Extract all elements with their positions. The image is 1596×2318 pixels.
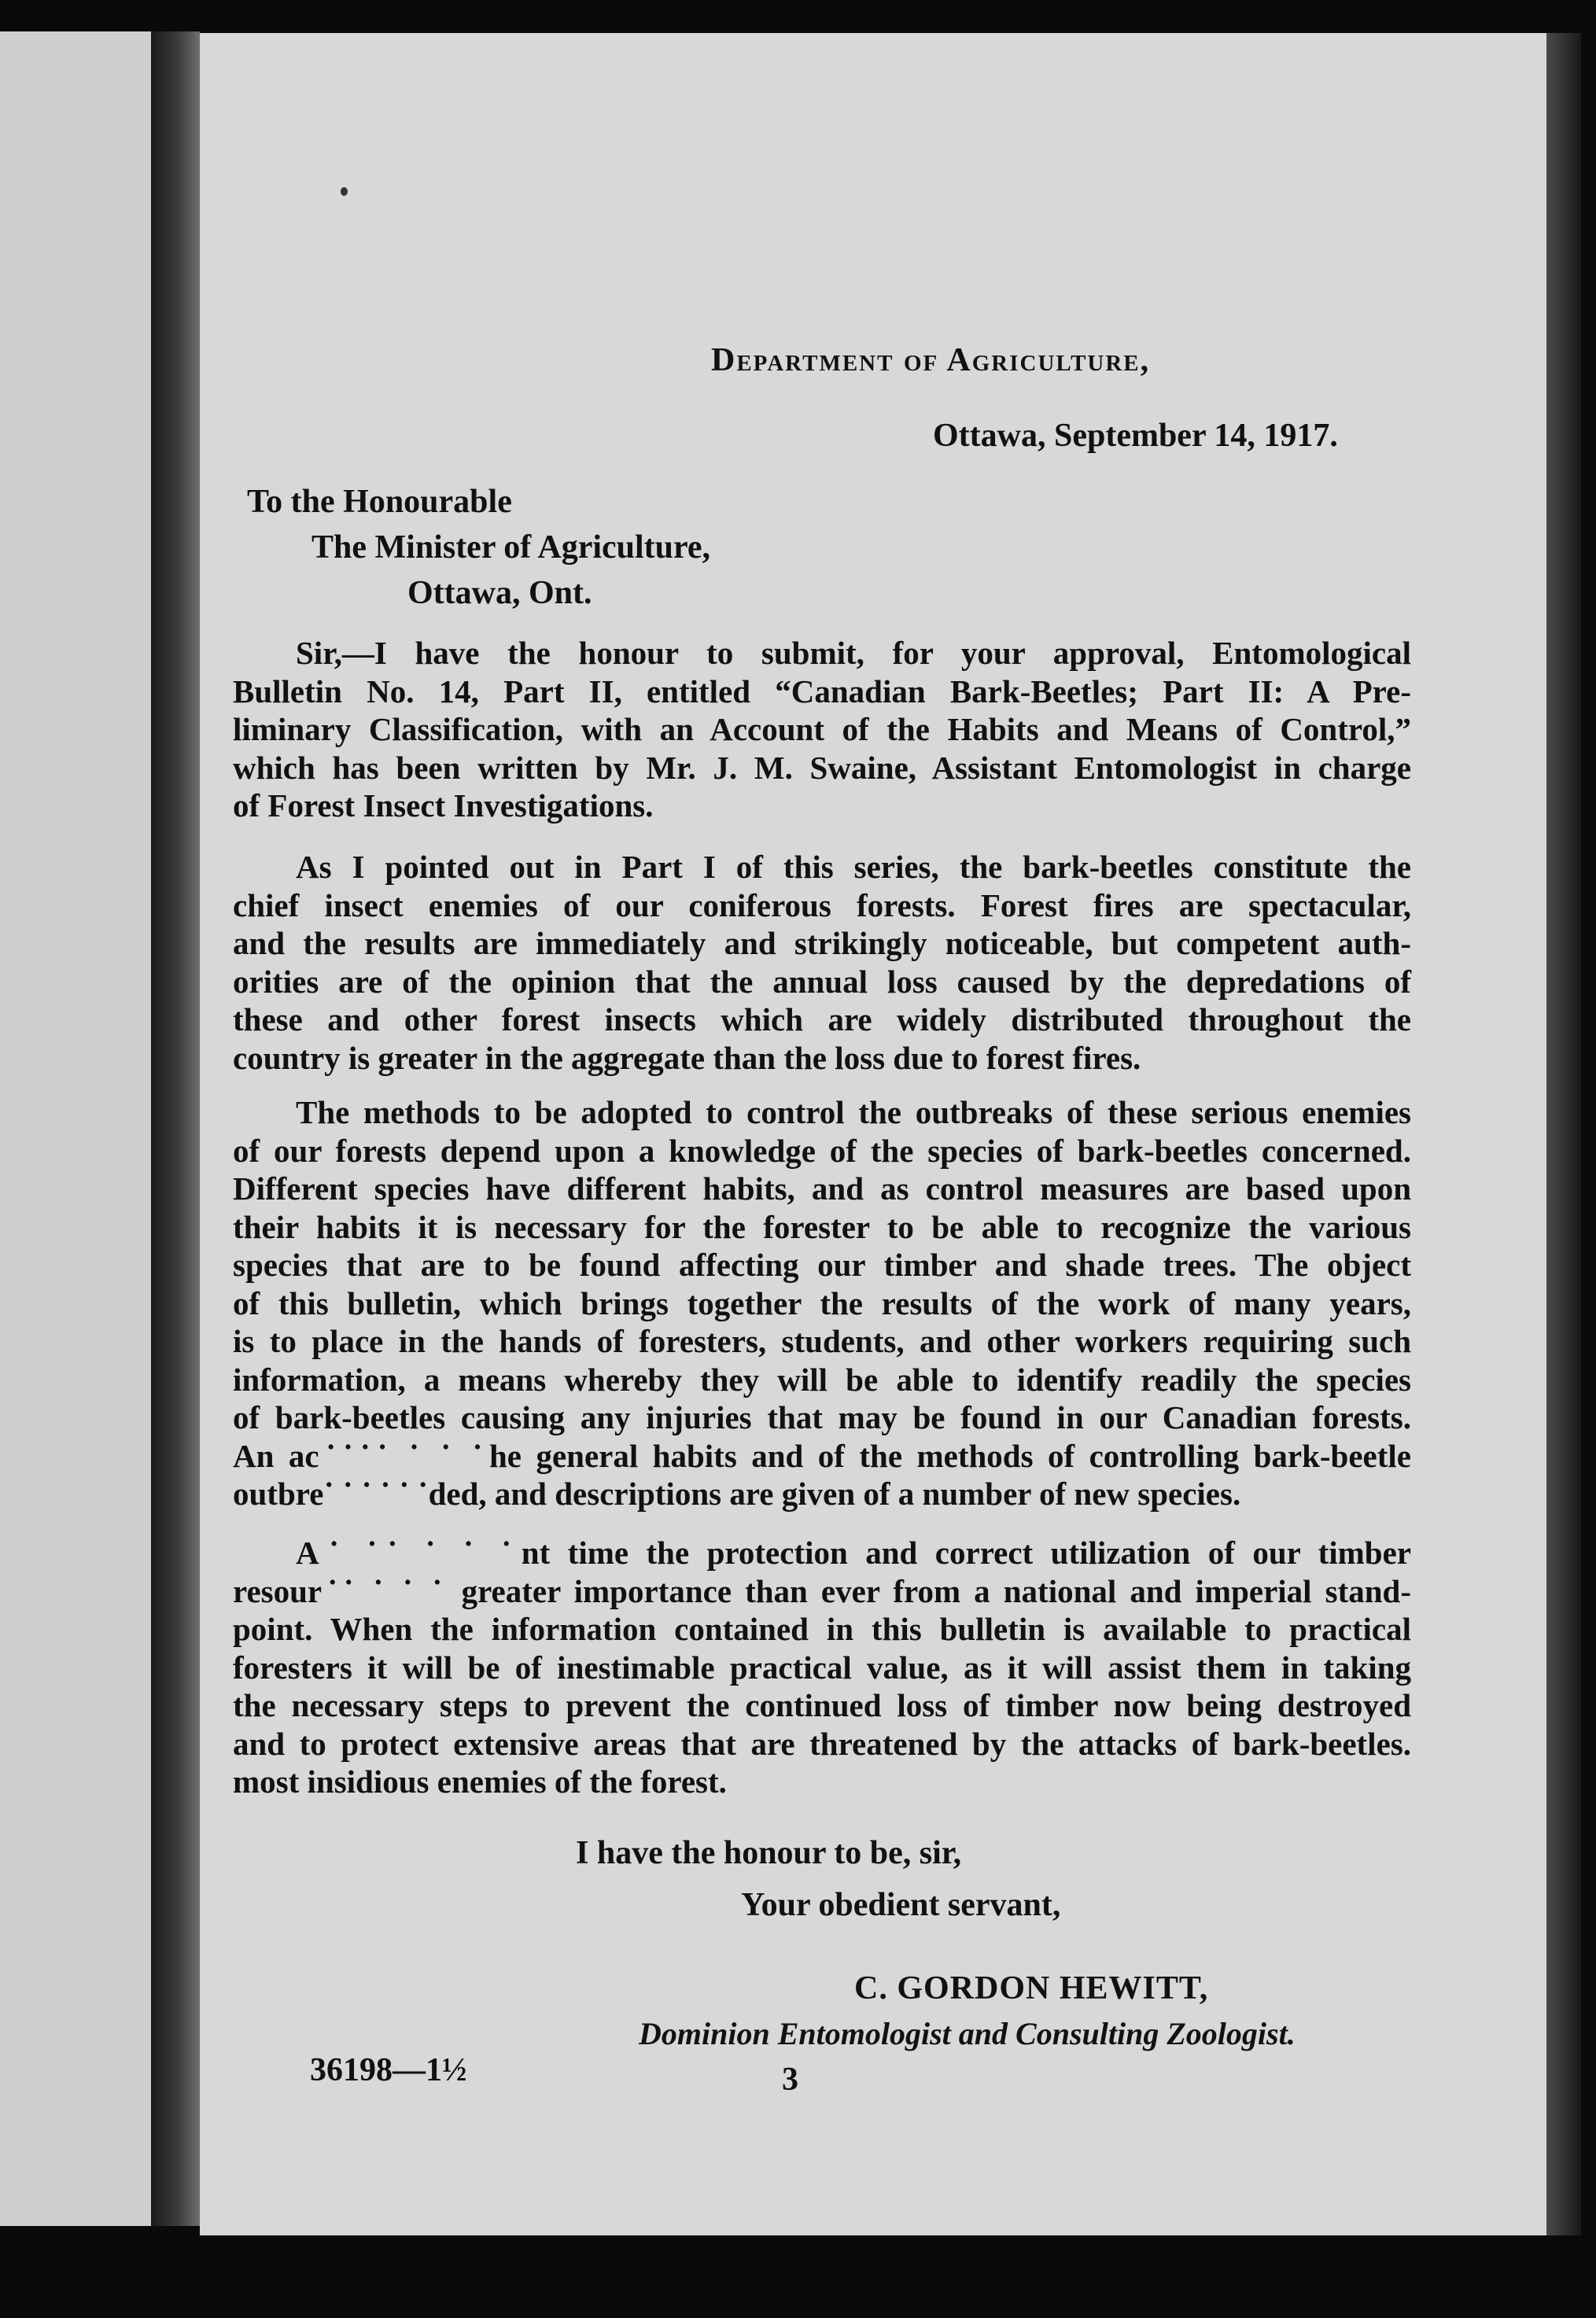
text-line: of Forest Insect Investigations.	[233, 787, 654, 824]
text-line: Different species have different habits, and as control measures are based upon	[233, 1170, 1411, 1207]
signature-title: Dominion Entomologist and Consulting Zoologist.	[639, 2016, 1296, 2051]
text-line: which has been written by Mr. J. M. Swaine, Assistant Entomologist in charge	[233, 749, 1411, 786]
address-line-2: The Minister of Agriculture,	[311, 529, 711, 566]
text-line: Sir,—I have the honour to submit, for your approval, Entomological	[296, 635, 1411, 671]
print-code: 36198—1½	[310, 2052, 467, 2088]
signature-name: C. GORDON HEWITT,	[854, 1970, 1209, 2007]
paragraph-3	[233, 1093, 1411, 1513]
text-line: of our forests depend upon a knowledge of the species of bark-beetles concerned.	[233, 1132, 1411, 1169]
text-line: chief insect enemies of our coniferous forests. Forest fires are spectacular,	[233, 886, 1411, 923]
text-line: point. When the information contained in this bulletin is available to practical	[233, 1611, 1411, 1647]
place-date: Ottawa, September 14, 1917.	[933, 418, 1338, 454]
text-line: and to protect extensive areas that are threatened by the attacks of bark-beetles.	[233, 1725, 1411, 1762]
closing-line-1: I have the honour to be, sir,	[576, 1835, 962, 1871]
address-line-3: Ottawa, Ont.	[407, 575, 592, 611]
page-number: 3	[782, 2062, 798, 2098]
text-line: The methods to be adopted to control the outbreaks of these serious enemies	[296, 1094, 1411, 1130]
text-line: information, a means whereby they will be able to identify readily the species	[233, 1361, 1411, 1398]
text-line: species that are to be found affecting our timber and shade trees. The object	[233, 1247, 1411, 1283]
closing-line-2: Your obedient servant,	[741, 1887, 1061, 1923]
text-line: orities are of the opinion that the annual loss caused by the depredations of	[233, 963, 1411, 1000]
text-line: these and other forest insects which are widely distributed throughout the	[233, 1001, 1411, 1037]
text-line: resour˙˙ ˙ ˙ ˙ greater importance than ever from a national and imperial stand-	[233, 1572, 1411, 1609]
paragraph-4	[233, 1534, 1411, 1801]
text-line: liminary Classification, with an Account of the Habits and Means of Control,”	[233, 711, 1411, 747]
text-line: country is greater in the aggregate than the loss due to forest fires.	[233, 1039, 1141, 1076]
text-line: As I pointed out in Part I of this series, the bark-beetles constitute the	[296, 849, 1411, 885]
text-line: of bark-beetles causing any injuries that may be found in our Canadian forests.	[233, 1399, 1411, 1435]
document-page	[200, 33, 1546, 2235]
text-line: foresters it will be of inestimable practical value, as it will assist them in taking	[233, 1649, 1411, 1686]
text-line: outbre˙ ˙ ˙ ˙ ˙ ˙ded, and descriptions are given of a number of new species.	[233, 1476, 1241, 1512]
text-line: of this bulletin, which brings together the results of the work of many years,	[233, 1284, 1411, 1321]
paragraph-1	[233, 634, 1411, 825]
facing-page-edge	[0, 31, 151, 2226]
text-line: Bulletin No. 14, Part II, entitled “Canadian Bark-Beetles; Part II: A Pre-	[233, 673, 1411, 709]
text-line: their habits it is necessary for the forester to be able to recognize the various	[233, 1208, 1411, 1245]
text-line: the necessary steps to prevent the continued loss of timber now being destroyed	[233, 1687, 1411, 1723]
text-line: most insidious enemies of the forest.	[233, 1763, 727, 1800]
text-line: A˙ ˙˙ ˙ ˙ ˙nt time the protection and correct utilization of our timber	[296, 1535, 1411, 1571]
text-line: and the results are immediately and strikingly noticeable, but competent auth-	[233, 925, 1411, 961]
paragraph-2	[233, 848, 1411, 1077]
department-heading: Department of Agriculture,	[711, 342, 1151, 378]
text-line: An ac˙˙˙˙ ˙ ˙ ˙he general habits and of the methods of controlling bark-beetle	[233, 1437, 1411, 1474]
speck-mark	[341, 187, 348, 196]
address-line-1: To the Honourable	[247, 484, 512, 520]
page-edge-right	[1546, 33, 1581, 2235]
text-line: is to place in the hands of foresters, students, and other workers requiring such	[233, 1323, 1411, 1359]
binding-shadow	[151, 31, 200, 2226]
